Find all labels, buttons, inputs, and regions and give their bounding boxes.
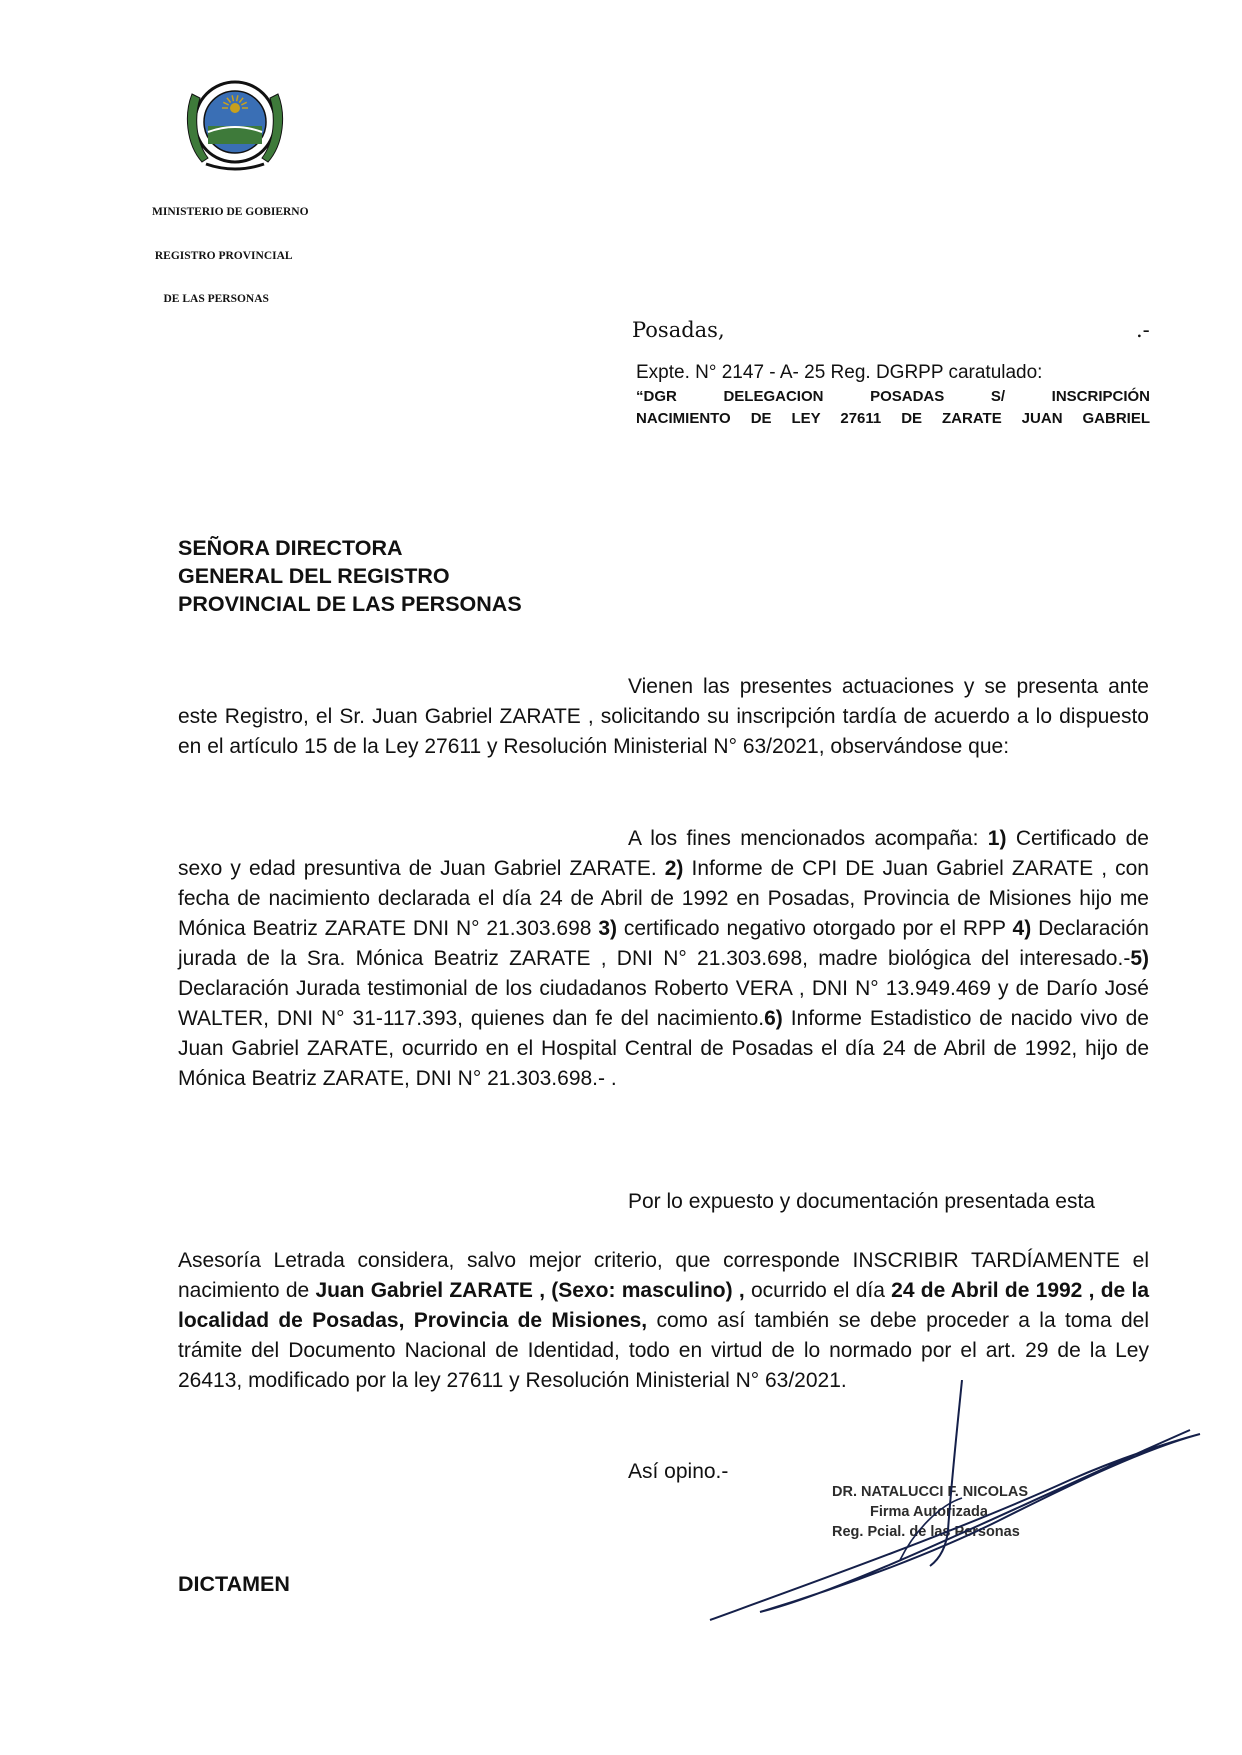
paragraph-conclusion-lead: Por lo expuesto y documentación presentada esta — [628, 1190, 1095, 1213]
bold-segment: 2) — [664, 857, 684, 880]
addressee-line: GENERAL DEL REGISTRO — [178, 564, 450, 588]
text-segment: como así también se debe proceder a la toma del trámite del Documento Nacional de Identidad, todo en virtud de lo normado por el art. 29 de la Ley 26413, modificado por la ley 27611 y Resolución Ministerial N° 63/2021. — [178, 1309, 1149, 1392]
text-segment: certificado negativo otorgado por el RPP — [617, 917, 1013, 940]
paragraph-intro: Vienen las presentes actuaciones y se presenta ante este Registro, el Sr. Juan Gabriel ZARATE , solicitando su inscripción tardía de acuerdo a lo dispuesto en el artículo 15 de la Ley 27611 y Resolución Ministerial N° 63/2021, observándose que: — [178, 675, 1149, 758]
provincia-de-misiones-coat-of-arms-icon — [178, 74, 292, 174]
case-caption-line: NACIMIENTO DE LEY 27611 DE ZARATE JUAN GABRIEL — [636, 410, 1150, 427]
case-caption-line: “DGR DELEGACION POSADAS S/ INSCRIPCIÓN — [636, 388, 1150, 405]
bold-segment: 5) — [1130, 947, 1149, 970]
ministry-header — [152, 176, 309, 321]
addressee-block — [178, 534, 522, 618]
text-segment: Informe Estadistico de nacido vivo de Juan Gabriel ZARATE, ocurrido en el Hospital Central de Posadas el día 24 de Abril de 1992, hijo de Mónica Beatriz ZARATE, DNI N° 21.303.698.- . — [178, 1007, 1149, 1090]
bold-segment: 6) — [764, 1007, 783, 1030]
paragraph-documents — [178, 824, 1149, 1094]
place-suffix: .- — [1136, 318, 1150, 342]
addressee-line: SEÑORA DIRECTORA — [178, 536, 403, 560]
stamp-line: Firma Autorizada — [870, 1504, 988, 1520]
bold-segment: 3) — [598, 917, 618, 940]
bold-segment: 4) — [1012, 917, 1032, 940]
expte-reference: Expte. N° 2147 - A- 25 Reg. DGRPP caratulado: — [636, 362, 1043, 383]
closing-text: Así opino.- — [628, 1460, 729, 1483]
stamp-line: Reg. Pcial. de las Personas — [832, 1524, 1020, 1540]
text-segment: Informe de CPI DE Juan Gabriel ZARATE , con fecha de nacimiento declarada el día 24 de Abril de 1992 en Posadas, Provincia de Misiones hijo me Mónica Beatriz ZARATE DNI N° 21.303.698 — [178, 857, 1149, 940]
ministry-line: REGISTRO PROVINCIAL — [152, 249, 293, 262]
bold-segment: Juan Gabriel ZARATE , (Sexo: masculino) , — [315, 1279, 745, 1302]
place-label: Posadas, — [632, 318, 725, 342]
text-segment: Certificado de sexo y edad presuntiva de Juan Gabriel ZARATE. — [178, 827, 1149, 880]
handwritten-signature-icon — [700, 1380, 1220, 1640]
case-caption — [636, 386, 1150, 430]
paragraph-conclusion — [178, 1246, 1149, 1396]
ministry-line: DE LAS PERSONAS — [152, 293, 269, 305]
text-segment: Declaración jurada de la Sra. Mónica Beatriz ZARATE , DNI N° 21.303.698, madre biológica del interesado.- — [178, 917, 1149, 970]
bold-segment: 1) — [987, 827, 1007, 850]
text-segment: Declaración Jurada testimonial de los ciudadanos Roberto VERA , DNI N° 13.949.469 y de Darío José WALTER, DNI N° 31-117.393, quienes dan fe del nacimiento. — [178, 977, 1149, 1030]
dictamen-label: DICTAMEN — [178, 1572, 290, 1596]
text-segment: Asesoría Letrada considera, salvo mejor criterio, que corresponde INSCRIBIR TARDÍAMENTE el nacimiento de — [178, 1249, 1149, 1302]
addressee-line: PROVINCIAL DE LAS PERSONAS — [178, 592, 522, 616]
stamp-line: DR. NATALUCCI F. NICOLAS — [832, 1484, 1029, 1500]
ministry-line: MINISTERIO DE GOBIERNO — [152, 206, 309, 218]
text-segment: A los fines mencionados acompaña: — [628, 827, 988, 850]
text-segment: ocurrido el día — [744, 1279, 892, 1302]
bold-segment: 24 de Abril de 1992 , de la localidad de Posadas, Provincia de Misiones, — [178, 1279, 1150, 1332]
